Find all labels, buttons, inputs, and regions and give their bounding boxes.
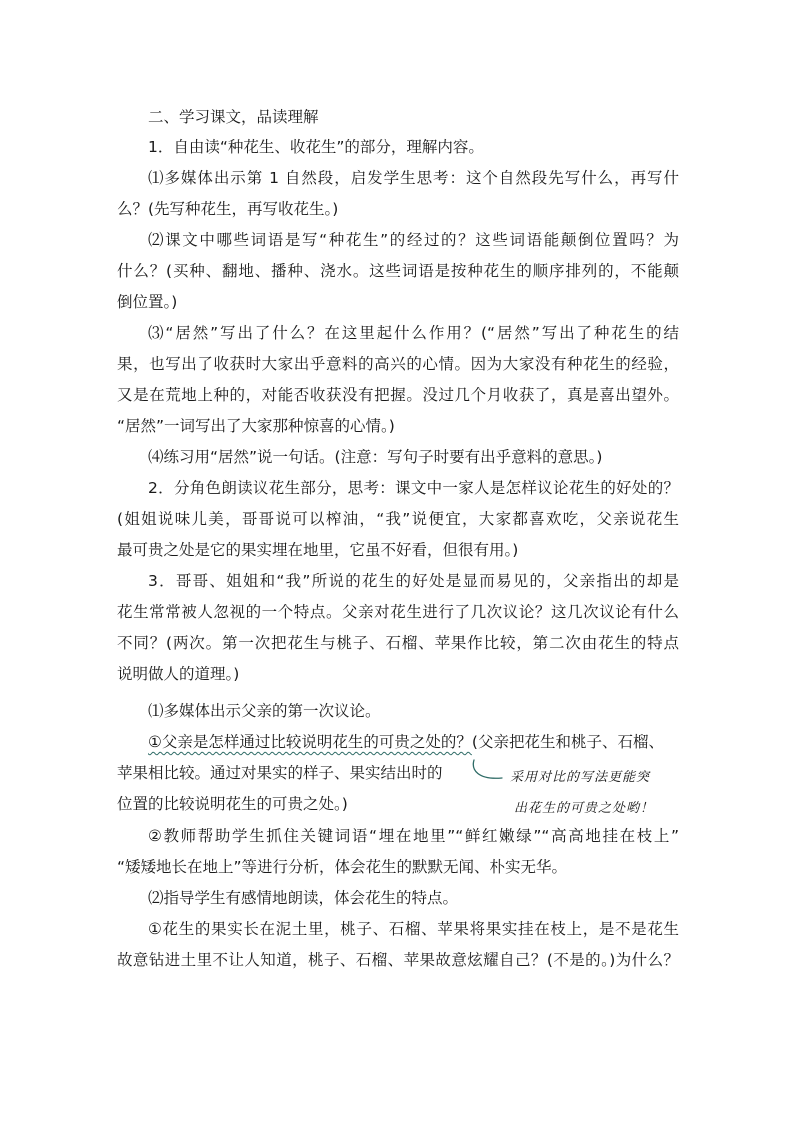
paragraph-line: 果，也写出了收获时大家出乎意料的高兴的心情。因为大家没有种花生的经验， (117, 355, 679, 373)
answer-text: (父亲把花生和桃子、石榴、 (471, 733, 664, 751)
highlighted-question: ①父亲是怎样通过比较说明花生的可贵之处的？ (148, 733, 472, 751)
paragraph-line: 故意钻进土里不让人知道，桃子、石榴、苹果故意炫耀自己？(不是的。)为什么？ (117, 951, 679, 969)
paragraph-line: ⑵课文中哪些词语是写“种花生”的经过的？这些词语能颠倒位置吗？为 (148, 231, 679, 249)
paragraph-line: “居然”一词写出了大家那种惊喜的心情。) (117, 417, 395, 435)
paragraph-line: ①花生的果实长在泥土里，桃子、石榴、苹果将果实挂在枝上，是不是花生 (148, 920, 679, 938)
paragraph-line (148, 732, 679, 752)
paragraph-line: 么？(先写种花生，再写收花生。) (117, 200, 339, 218)
paragraph-line: 倒位置。) (117, 293, 178, 311)
paragraph-line: 花生常常被人忽视的一个特点。父亲对花生进行了几次议论？这几次议论有什么 (117, 603, 679, 621)
paragraph-line: 又是在荒地上种的，对能否收获没有把握。没过几个月收获了，真是喜出望外。 (117, 386, 679, 404)
paragraph-line: ②教师帮助学生抓住关键词语“埋在地里”“鲜红嫩绿”“高高地挂在枝上” (148, 827, 679, 845)
paragraph-line: ⑵指导学生有感情地朗读，体会花生的特点。 (148, 889, 459, 907)
paragraph-line: 3．哥哥、姐姐和“我”所说的花生的好处是显而易见的，父亲指出的却是 (148, 572, 679, 590)
paragraph-line: ⑴多媒体出示父亲的第一次议论。 (148, 702, 381, 720)
paragraph-line: 1．自由读“种花生、收花生”的部分，理解内容。 (148, 138, 484, 156)
annotation-note-line: 采用对比的写法更能突 (510, 770, 651, 785)
paragraph-line: 说明做人的道理。) (117, 665, 240, 683)
paragraph-line: (姐姐说味儿美，哥哥说可以榨油，“我”说便宜，大家都喜欢吃，父亲说花生 (117, 510, 679, 528)
paragraph-line: 什么？(买种、翻地、播种、浇水。这些词语是按种花生的顺序排列的，不能颠 (117, 262, 679, 280)
paragraph-line: “矮矮地长在地上”等进行分析，体会花生的默默无闻、朴实无华。 (117, 858, 568, 876)
paragraph-line: ⑷练习用“居然”说一句话。(注意：写句子时要有出乎意料的意思。) (148, 448, 603, 466)
paragraph-line: 位置的比较说明花生的可贵之处。) (117, 795, 348, 813)
paragraph-line: 2．分角色朗读议花生部分，思考：课文中一家人是怎样议论花生的好处的？ (148, 479, 679, 497)
paragraph-line: 不同？(两次。第一次把花生与桃子、石榴、苹果作比较，第二次由花生的特点 (117, 634, 679, 652)
annotation-arrow-icon (468, 758, 508, 786)
paragraph-line: 最可贵之处是它的果实埋在地里，它虽不好看，但很有用。) (117, 541, 519, 559)
section-heading: 二、学习课文，品读理解 (148, 108, 319, 126)
paragraph-line: 苹果相比较。通过对果实的样子、果实结出时的 (117, 764, 443, 782)
paragraph-line: ⑴多媒体出示第 1 自然段，启发学生思考：这个自然段先写什么，再写什 (148, 169, 679, 187)
paragraph-line: ⑶“居然”写出了什么？在这里起什么作用？(“居然”写出了种花生的结 (148, 324, 679, 342)
annotation-note-line: 出花生的可贵之处哟！ (514, 801, 655, 816)
